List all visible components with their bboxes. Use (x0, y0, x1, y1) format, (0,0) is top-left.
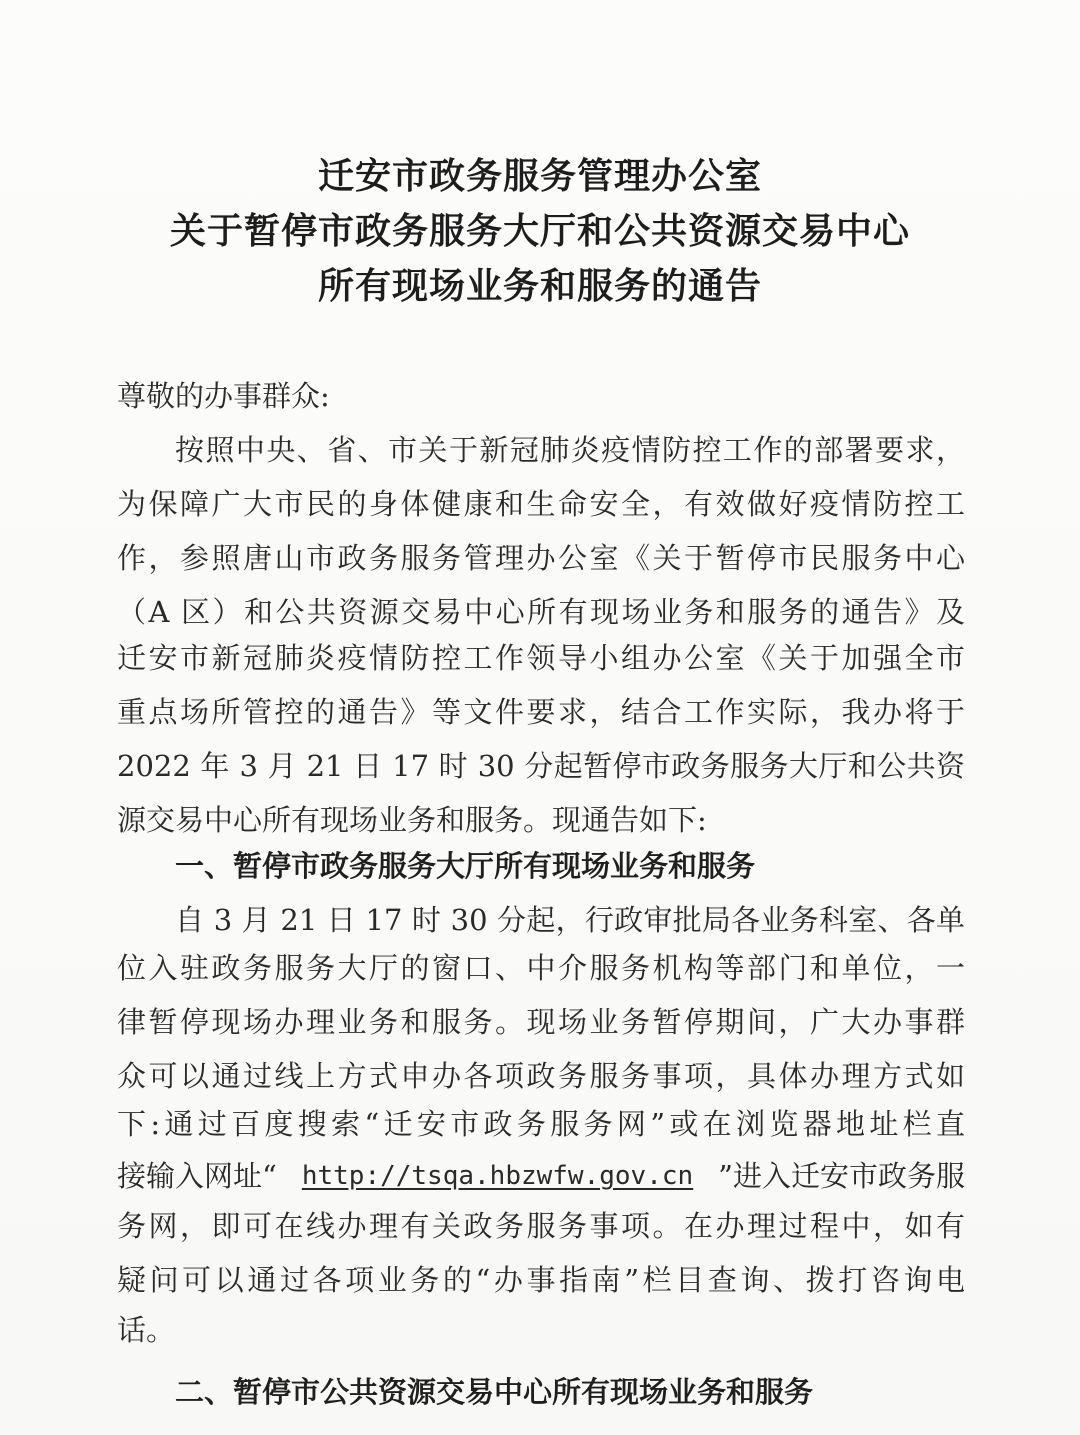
paragraph1-line: （A 区）和公共资源交易中心所有现场业务和服务的通告》及 (117, 595, 965, 629)
website-url-link[interactable]: http://tsqa.hbzwfw.gov.cn (301, 1161, 694, 1191)
notice-title-line-2: 关于暂停市政务服务大厅和公共资源交易中心 (169, 211, 910, 252)
paragraph2-line: 话。 (117, 1313, 176, 1347)
paragraph2-line: 律暂停现场办理业务和服务。现场业务暂停期间，广大办事群 (117, 1005, 965, 1039)
paragraph1-line: 为保障广大市民的身体健康和生命安全，有效做好疫情防控工 (117, 487, 965, 521)
salutation: 尊敬的办事群众: (117, 379, 330, 413)
paragraph2-line: 位入驻政务服务大厅的窗口、中介服务机构等部门和单位，一 (117, 951, 965, 985)
link-line-suffix: ”进入迁安市政务服 (718, 1159, 965, 1193)
section2-heading: 二、暂停市公共资源交易中心所有现场业务和服务 (175, 1375, 814, 1409)
paragraph2-line: 务网，即可在线办理有关政务服务事项。在办理过程中，如有 (117, 1209, 965, 1243)
notice-title-line-3: 所有现场业务和服务的通告 (317, 266, 762, 307)
paragraph2-link-line (117, 1156, 965, 1196)
link-line-prefix: 接输入网址“ (117, 1159, 277, 1193)
paragraph2-line: 疑问可以通过各项业务的“办事指南”栏目查询、拨打咨询电 (117, 1263, 965, 1297)
notice-title-line-1: 迁安市政务服务管理办公室 (317, 156, 762, 197)
paragraph2-line: 众可以通过线上方式申办各项政务服务事项，具体办理方式如 (117, 1059, 965, 1093)
paragraph1-line: 2022 年 3 月 21 日 17 时 30 分起暂停市政务服务大厅和公共资 (117, 749, 965, 783)
paragraph1-line: 作，参照唐山市政务服务管理办公室《关于暂停市民服务中心 (117, 541, 965, 575)
paragraph1-line: 按照中央、省、市关于新冠肺炎疫情防控工作的部署要求， (175, 433, 965, 467)
paragraph1-line: 源交易中心所有现场业务和服务。现通告如下: (117, 803, 707, 837)
paragraph1-line: 迁安市新冠肺炎疫情防控工作领导小组办公室《关于加强全市 (117, 641, 965, 675)
paragraph2-line: 下:通过百度搜索“迁安市政务服务网”或在浏览器地址栏直 (117, 1107, 965, 1141)
paragraph1-line: 重点场所管控的通告》等文件要求，结合工作实际，我办将于 (117, 695, 965, 729)
section1-heading: 一、暂停市政务服务大厅所有现场业务和服务 (175, 849, 756, 883)
paragraph2-line: 自 3 月 21 日 17 时 30 分起，行政审批局各业务科室、各单 (175, 903, 965, 937)
